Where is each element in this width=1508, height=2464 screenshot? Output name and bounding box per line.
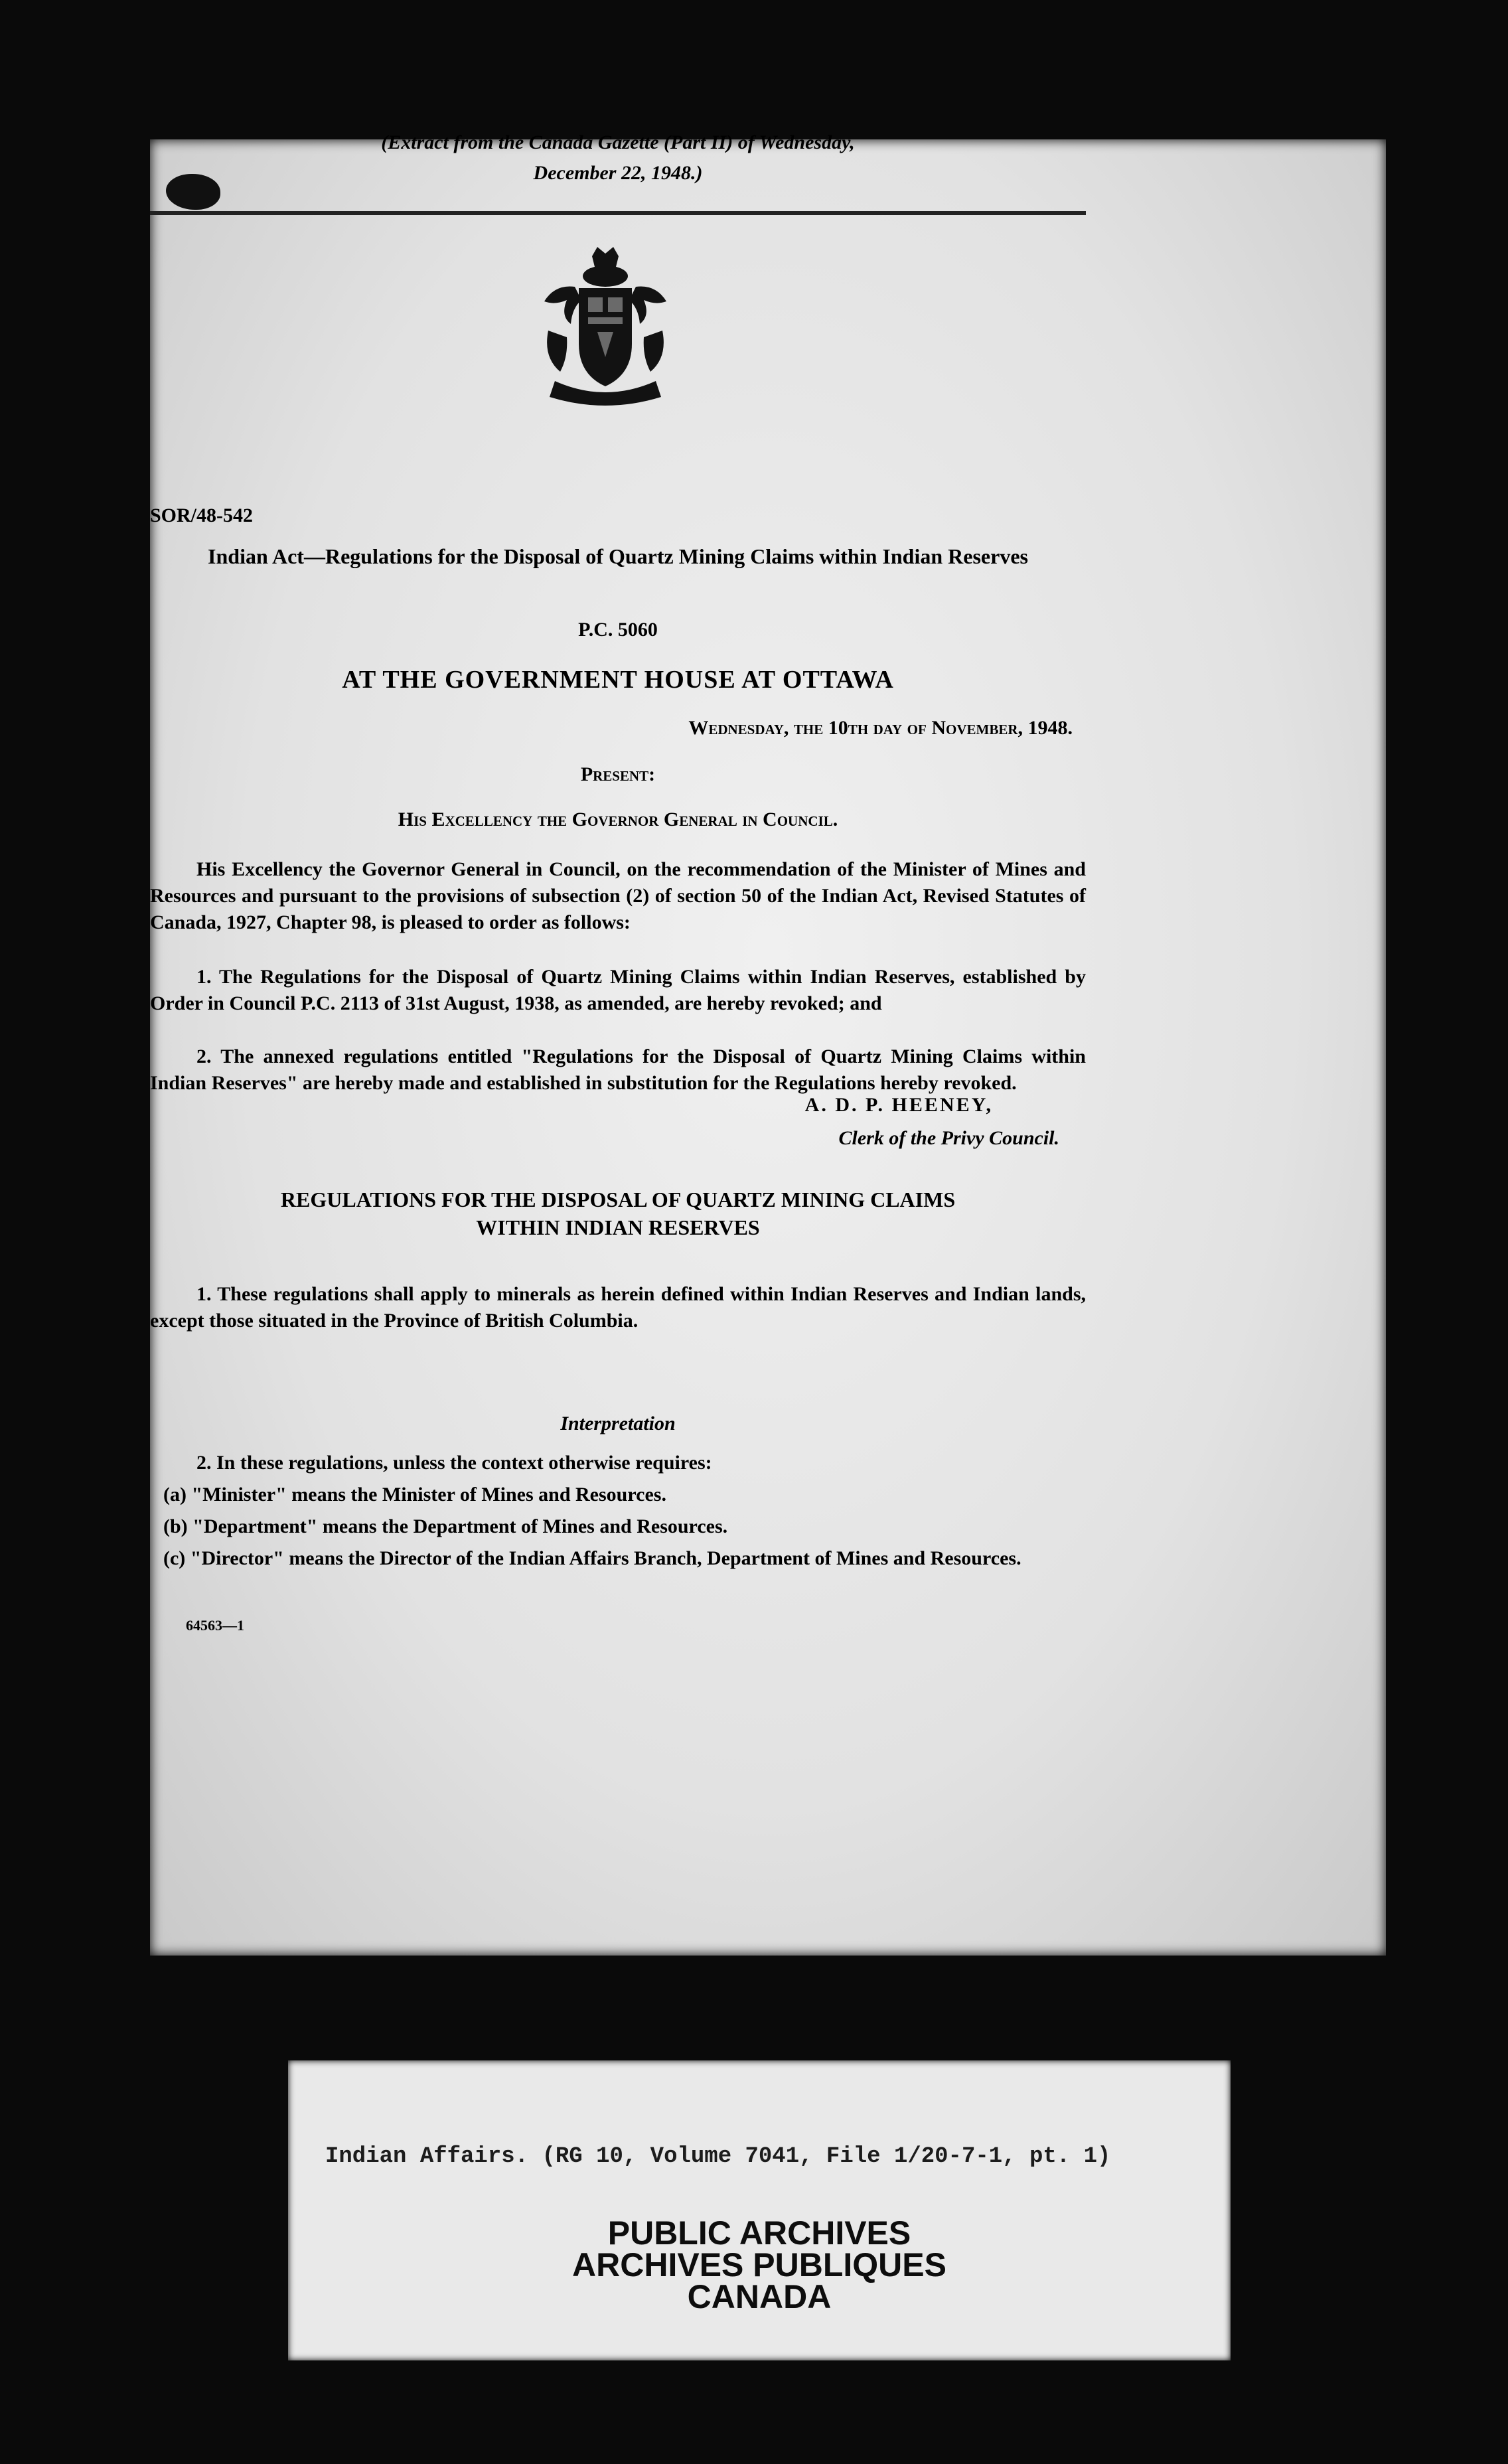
definition-c: (c) "Director" means the Director of the Indian Affairs Branch, Department of Mines and Resources. [163, 1547, 1021, 1569]
gazette-extract-note [150, 127, 1086, 189]
archive-title-line-2: ARCHIVES PUBLIQUES [572, 2246, 946, 2283]
page-footer-code: 64563—1 [186, 1617, 244, 1634]
archive-reference: Indian Affairs. (RG 10, Volume 7041, File 1/20-7-1, pt. 1) [325, 2144, 1111, 2169]
extract-line-2: December 22, 1948.) [533, 162, 703, 184]
coat-of-arms-icon [528, 244, 682, 414]
government-house-heading: AT THE GOVERNMENT HOUSE AT OTTAWA [342, 666, 894, 694]
regulations-heading-line-2: WITHIN INDIAN RESERVES [476, 1215, 760, 1239]
definition-a: (a) "Minister" means the Minister of Mines and Resources. [163, 1484, 666, 1505]
interpretation-heading: Interpretation [560, 1413, 676, 1434]
header-rule [150, 211, 1086, 215]
signatory-title: Clerk of the Privy Council. [838, 1127, 1059, 1149]
extract-line-1: (Extract from the Canada Gazette (Part II) of Wednesday, [381, 131, 855, 153]
regulations-heading-line-1: REGULATIONS FOR THE DISPOSAL OF QUARTZ MINING CLAIMS [280, 1188, 956, 1211]
pc-number: P.C. 5060 [578, 619, 658, 641]
archive-label [288, 2060, 1231, 2360]
present-heading: Present: [580, 763, 656, 785]
act-title: Indian Act—Regulations for the Disposal of Quartz Mining Claims within Indian Reserves [208, 544, 1028, 568]
definition-b: (b) "Department" means the Department of Mines and Resources. [163, 1515, 728, 1537]
archive-title-line-1: PUBLIC ARCHIVES [607, 2214, 911, 2252]
preamble-paragraph: His Excellency the Governor General in Council, on the recommendation of the Minister of Mines and Resources and pursuant to the provisions of subsection (2) of section 50 of the Indian Act, Revised Statutes of Canada, 1927, Chapter 98, is pleased to order as follows: [150, 858, 1086, 933]
sor-number: SOR/48-542 [150, 504, 254, 526]
council-line: His Excellency the Governor General in Council. [398, 809, 838, 830]
signatory-name: A. D. P. HEENEY, [804, 1094, 993, 1116]
archive-title-line-3: CANADA [687, 2278, 832, 2315]
regulations-heading [150, 1186, 1086, 1241]
order-item-1: 1. The Regulations for the Disposal of Quartz Mining Claims within Indian Reserves, established by Order in Council P.C. 2113 of 31st August, 1938, as amended, are hereby revoked; and [150, 966, 1086, 1014]
order-item-2: 2. The annexed regulations entitled "Regulations for the Disposal of Quartz Mining Claims within Indian Reserves" are hereby made and established in substitution for the Regulations hereby revoked. [150, 1045, 1086, 1094]
regulation-1: 1. These regulations shall apply to minerals as herein defined within Indian Reserves and Indian lands, except those situated in the Province of British Columbia. [150, 1283, 1086, 1332]
order-date: Wednesday, the 10th day of November, 1948. [688, 717, 1073, 739]
regulation-2: 2. In these regulations, unless the context otherwise requires: [196, 1452, 712, 1474]
